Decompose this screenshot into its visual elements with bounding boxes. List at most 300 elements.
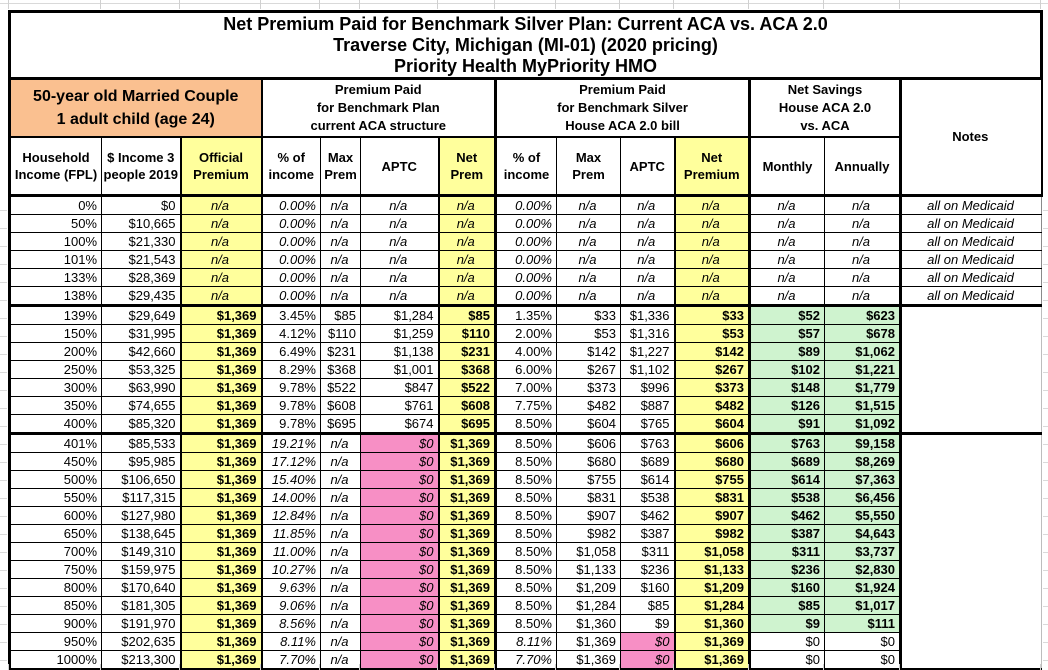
cell-income[interactable]: $53,325 bbox=[102, 361, 181, 379]
cell-aca2-pct-income[interactable]: 8.50% bbox=[496, 615, 557, 633]
cell-savings-annually[interactable]: $1,779 bbox=[825, 379, 901, 397]
cell-savings-annually[interactable]: $678 bbox=[825, 325, 901, 343]
cell-aca2-pct-income[interactable]: 8.50% bbox=[496, 561, 557, 579]
cell-savings-annually[interactable]: n/a bbox=[825, 196, 901, 215]
cell-income[interactable]: $29,649 bbox=[102, 306, 181, 325]
cell-savings-monthly[interactable]: $387 bbox=[750, 525, 825, 543]
cell-aca2-aptc[interactable]: $85 bbox=[621, 597, 675, 615]
col-header-aca2-net-premium[interactable]: Net Premium bbox=[675, 137, 750, 196]
cell-aca-aptc[interactable]: $0 bbox=[361, 434, 439, 453]
cell-official-premium[interactable]: $1,369 bbox=[181, 615, 262, 633]
cell-savings-annually[interactable]: $9,158 bbox=[825, 434, 901, 453]
cell-aca-max-prem[interactable]: $695 bbox=[321, 415, 361, 434]
cell-aca-net-prem[interactable]: $1,369 bbox=[439, 453, 496, 471]
cell-aca-aptc[interactable]: $674 bbox=[361, 415, 439, 434]
cell-aca2-pct-income[interactable]: 4.00% bbox=[496, 343, 557, 361]
cell-aca-pct-income[interactable]: 15.40% bbox=[262, 471, 321, 489]
cell-aca-pct-income[interactable]: 12.84% bbox=[262, 507, 321, 525]
cell-aca-pct-income[interactable]: 7.70% bbox=[262, 651, 321, 670]
cell-fpl[interactable]: 900% bbox=[10, 615, 102, 633]
cell-aca-pct-income[interactable]: 0.00% bbox=[262, 269, 321, 287]
cell-aca-aptc[interactable]: $0 bbox=[361, 579, 439, 597]
col-header-income[interactable]: $ Income 3 people 2019 bbox=[102, 137, 181, 196]
cell-notes[interactable]: all on Medicaid bbox=[901, 233, 1042, 251]
col-header-savings-annually[interactable]: Annually bbox=[825, 137, 901, 196]
cell-aca-aptc[interactable]: $0 bbox=[361, 615, 439, 633]
cell-aca2-max-prem[interactable]: $1,058 bbox=[557, 543, 621, 561]
cell-official-premium[interactable]: $1,369 bbox=[181, 579, 262, 597]
cell-savings-monthly[interactable]: $91 bbox=[750, 415, 825, 434]
group-header-net-savings[interactable]: Net Savings House ACA 2.0 vs. ACA bbox=[750, 79, 901, 138]
cell-fpl[interactable]: 600% bbox=[10, 507, 102, 525]
cell-aca-pct-income[interactable]: 9.78% bbox=[262, 397, 321, 415]
cell-aca2-pct-income[interactable]: 8.50% bbox=[496, 434, 557, 453]
table-title[interactable] bbox=[10, 12, 1042, 79]
cell-fpl[interactable]: 0% bbox=[10, 196, 102, 215]
cell-notes[interactable]: all on Medicaid bbox=[901, 251, 1042, 269]
col-header-aca-aptc[interactable]: APTC bbox=[361, 137, 439, 196]
cell-savings-monthly[interactable]: n/a bbox=[750, 196, 825, 215]
cell-aca-max-prem[interactable]: n/a bbox=[321, 233, 361, 251]
cell-savings-annually[interactable]: $8,269 bbox=[825, 453, 901, 471]
cell-aca2-max-prem[interactable]: $53 bbox=[557, 325, 621, 343]
cell-aca-max-prem[interactable]: n/a bbox=[321, 507, 361, 525]
cell-savings-annually[interactable]: $4,643 bbox=[825, 525, 901, 543]
cell-notes[interactable] bbox=[901, 651, 1042, 670]
cell-savings-annually[interactable]: $1,924 bbox=[825, 579, 901, 597]
cell-aca2-max-prem[interactable]: $267 bbox=[557, 361, 621, 379]
cell-aca-max-prem[interactable]: n/a bbox=[321, 651, 361, 670]
cell-fpl[interactable]: 1000% bbox=[10, 651, 102, 670]
cell-aca2-aptc[interactable]: $614 bbox=[621, 471, 675, 489]
cell-income[interactable]: $85,320 bbox=[102, 415, 181, 434]
cell-aca-max-prem[interactable]: n/a bbox=[321, 597, 361, 615]
cell-aca-pct-income[interactable]: 3.45% bbox=[262, 306, 321, 325]
cell-official-premium[interactable]: $1,369 bbox=[181, 507, 262, 525]
cell-income[interactable]: $74,655 bbox=[102, 397, 181, 415]
cell-savings-annually[interactable]: $0 bbox=[825, 633, 901, 651]
col-header-official-premium[interactable]: Official Premium bbox=[181, 137, 262, 196]
cell-aca-max-prem[interactable]: n/a bbox=[321, 471, 361, 489]
col-header-aca-pct-income[interactable]: % of income bbox=[262, 137, 321, 196]
cell-aca2-net-premium[interactable]: $1,209 bbox=[675, 579, 750, 597]
cell-aca2-pct-income[interactable]: 8.50% bbox=[496, 489, 557, 507]
cell-fpl[interactable]: 700% bbox=[10, 543, 102, 561]
cell-aca-net-prem[interactable]: $608 bbox=[439, 397, 496, 415]
cell-savings-annually[interactable]: $5,550 bbox=[825, 507, 901, 525]
cell-income[interactable]: $0 bbox=[102, 196, 181, 215]
cell-aca-net-prem[interactable]: $695 bbox=[439, 415, 496, 434]
household-header[interactable]: 50-year old Married Couple 1 adult child (age 24) bbox=[10, 79, 262, 138]
cell-official-premium[interactable]: $1,369 bbox=[181, 397, 262, 415]
cell-aca-aptc[interactable]: n/a bbox=[361, 251, 439, 269]
cell-notes[interactable] bbox=[901, 325, 1042, 343]
cell-aca2-net-premium[interactable]: $755 bbox=[675, 471, 750, 489]
cell-notes[interactable] bbox=[901, 489, 1042, 507]
cell-income[interactable]: $21,543 bbox=[102, 251, 181, 269]
cell-savings-monthly[interactable]: $89 bbox=[750, 343, 825, 361]
cell-savings-annually[interactable]: n/a bbox=[825, 215, 901, 233]
cell-aca-net-prem[interactable]: $1,369 bbox=[439, 579, 496, 597]
cell-aca2-pct-income[interactable]: 7.00% bbox=[496, 379, 557, 397]
col-header-aca-max-prem[interactable]: Max Prem bbox=[321, 137, 361, 196]
cell-fpl[interactable]: 400% bbox=[10, 415, 102, 434]
cell-aca2-max-prem[interactable]: $373 bbox=[557, 379, 621, 397]
cell-savings-monthly[interactable]: $311 bbox=[750, 543, 825, 561]
cell-aca2-max-prem[interactable]: $831 bbox=[557, 489, 621, 507]
cell-aca2-pct-income[interactable]: 8.50% bbox=[496, 543, 557, 561]
cell-savings-monthly[interactable]: $462 bbox=[750, 507, 825, 525]
cell-aca-max-prem[interactable]: n/a bbox=[321, 196, 361, 215]
cell-aca-max-prem[interactable]: n/a bbox=[321, 434, 361, 453]
cell-notes[interactable] bbox=[901, 615, 1042, 633]
cell-aca-aptc[interactable]: $0 bbox=[361, 471, 439, 489]
cell-savings-monthly[interactable]: $614 bbox=[750, 471, 825, 489]
cell-aca-max-prem[interactable]: n/a bbox=[321, 579, 361, 597]
cell-aca-max-prem[interactable]: n/a bbox=[321, 615, 361, 633]
cell-aca-net-prem[interactable]: $1,369 bbox=[439, 525, 496, 543]
cell-aca2-aptc[interactable]: $236 bbox=[621, 561, 675, 579]
cell-aca2-aptc[interactable]: $462 bbox=[621, 507, 675, 525]
cell-aca-pct-income[interactable]: 6.49% bbox=[262, 343, 321, 361]
cell-aca-pct-income[interactable]: 8.11% bbox=[262, 633, 321, 651]
col-header-notes[interactable]: Notes bbox=[901, 79, 1042, 196]
cell-aca2-net-premium[interactable]: $982 bbox=[675, 525, 750, 543]
cell-savings-monthly[interactable]: $57 bbox=[750, 325, 825, 343]
cell-income[interactable]: $63,990 bbox=[102, 379, 181, 397]
cell-fpl[interactable]: 100% bbox=[10, 233, 102, 251]
cell-aca-pct-income[interactable]: 0.00% bbox=[262, 233, 321, 251]
cell-aca-pct-income[interactable]: 10.27% bbox=[262, 561, 321, 579]
cell-aca-net-prem[interactable]: $1,369 bbox=[439, 651, 496, 670]
cell-aca2-aptc[interactable]: $689 bbox=[621, 453, 675, 471]
cell-income[interactable]: $117,315 bbox=[102, 489, 181, 507]
cell-aca-pct-income[interactable]: 8.29% bbox=[262, 361, 321, 379]
cell-savings-monthly[interactable]: $9 bbox=[750, 615, 825, 633]
col-header-aca2-max-prem[interactable]: Max Prem bbox=[557, 137, 621, 196]
cell-aca2-pct-income[interactable]: 0.00% bbox=[496, 251, 557, 269]
cell-fpl[interactable]: 350% bbox=[10, 397, 102, 415]
cell-aca-aptc[interactable]: $1,259 bbox=[361, 325, 439, 343]
cell-aca2-max-prem[interactable]: $680 bbox=[557, 453, 621, 471]
cell-official-premium[interactable]: $1,369 bbox=[181, 471, 262, 489]
cell-income[interactable]: $159,975 bbox=[102, 561, 181, 579]
cell-notes[interactable] bbox=[901, 397, 1042, 415]
cell-income[interactable]: $138,645 bbox=[102, 525, 181, 543]
col-header-aca2-aptc[interactable]: APTC bbox=[621, 137, 675, 196]
cell-savings-monthly[interactable]: $102 bbox=[750, 361, 825, 379]
cell-aca2-max-prem[interactable]: $755 bbox=[557, 471, 621, 489]
cell-aca-net-prem[interactable]: $1,369 bbox=[439, 507, 496, 525]
cell-aca-net-prem[interactable]: n/a bbox=[439, 233, 496, 251]
cell-aca2-max-prem[interactable]: n/a bbox=[557, 287, 621, 306]
cell-aca-aptc[interactable]: n/a bbox=[361, 269, 439, 287]
cell-official-premium[interactable]: $1,369 bbox=[181, 361, 262, 379]
cell-notes[interactable] bbox=[901, 343, 1042, 361]
cell-income[interactable]: $170,640 bbox=[102, 579, 181, 597]
cell-aca2-aptc[interactable]: n/a bbox=[621, 287, 675, 306]
cell-aca2-aptc[interactable]: n/a bbox=[621, 233, 675, 251]
cell-aca2-net-premium[interactable]: n/a bbox=[675, 269, 750, 287]
cell-aca2-aptc[interactable]: $387 bbox=[621, 525, 675, 543]
cell-aca-max-prem[interactable]: n/a bbox=[321, 561, 361, 579]
cell-aca-net-prem[interactable]: $1,369 bbox=[439, 471, 496, 489]
cell-fpl[interactable]: 401% bbox=[10, 434, 102, 453]
cell-aca-aptc[interactable]: $0 bbox=[361, 543, 439, 561]
cell-aca-aptc[interactable]: $0 bbox=[361, 525, 439, 543]
cell-aca-aptc[interactable]: $0 bbox=[361, 507, 439, 525]
cell-aca2-net-premium[interactable]: n/a bbox=[675, 196, 750, 215]
cell-fpl[interactable]: 50% bbox=[10, 215, 102, 233]
cell-income[interactable]: $127,980 bbox=[102, 507, 181, 525]
cell-aca-net-prem[interactable]: n/a bbox=[439, 287, 496, 306]
cell-aca2-pct-income[interactable]: 0.00% bbox=[496, 215, 557, 233]
cell-fpl[interactable]: 138% bbox=[10, 287, 102, 306]
cell-aca2-max-prem[interactable]: $606 bbox=[557, 434, 621, 453]
cell-aca2-aptc[interactable]: $311 bbox=[621, 543, 675, 561]
cell-aca2-net-premium[interactable]: $1,133 bbox=[675, 561, 750, 579]
cell-aca2-max-prem[interactable]: n/a bbox=[557, 269, 621, 287]
cell-aca2-pct-income[interactable]: 7.70% bbox=[496, 651, 557, 670]
cell-aca2-pct-income[interactable]: 0.00% bbox=[496, 287, 557, 306]
cell-aca-pct-income[interactable]: 4.12% bbox=[262, 325, 321, 343]
cell-fpl[interactable]: 500% bbox=[10, 471, 102, 489]
col-header-savings-monthly[interactable]: Monthly bbox=[750, 137, 825, 196]
cell-savings-monthly[interactable]: n/a bbox=[750, 287, 825, 306]
cell-notes[interactable] bbox=[901, 597, 1042, 615]
cell-aca-pct-income[interactable]: 11.85% bbox=[262, 525, 321, 543]
cell-aca-max-prem[interactable]: $110 bbox=[321, 325, 361, 343]
cell-aca2-aptc[interactable]: $887 bbox=[621, 397, 675, 415]
cell-aca-aptc[interactable]: $847 bbox=[361, 379, 439, 397]
cell-official-premium[interactable]: n/a bbox=[181, 215, 262, 233]
cell-aca2-pct-income[interactable]: 8.50% bbox=[496, 471, 557, 489]
cell-aca-aptc[interactable]: n/a bbox=[361, 215, 439, 233]
cell-aca-net-prem[interactable]: $1,369 bbox=[439, 597, 496, 615]
cell-official-premium[interactable]: n/a bbox=[181, 269, 262, 287]
cell-official-premium[interactable]: $1,369 bbox=[181, 525, 262, 543]
cell-fpl[interactable]: 150% bbox=[10, 325, 102, 343]
cell-aca-net-prem[interactable]: $110 bbox=[439, 325, 496, 343]
cell-savings-annually[interactable]: $1,062 bbox=[825, 343, 901, 361]
cell-aca2-max-prem[interactable]: $33 bbox=[557, 306, 621, 325]
cell-notes[interactable]: all on Medicaid bbox=[901, 287, 1042, 306]
cell-aca2-aptc[interactable]: n/a bbox=[621, 269, 675, 287]
col-header-aca2-pct-income[interactable]: % of income bbox=[496, 137, 557, 196]
cell-savings-monthly[interactable]: $236 bbox=[750, 561, 825, 579]
cell-fpl[interactable]: 800% bbox=[10, 579, 102, 597]
cell-aca2-max-prem[interactable]: n/a bbox=[557, 215, 621, 233]
cell-notes[interactable] bbox=[901, 306, 1042, 325]
cell-aca2-aptc[interactable]: $765 bbox=[621, 415, 675, 434]
cell-aca2-pct-income[interactable]: 6.00% bbox=[496, 361, 557, 379]
cell-savings-annually[interactable]: n/a bbox=[825, 251, 901, 269]
cell-notes[interactable] bbox=[901, 507, 1042, 525]
cell-notes[interactable] bbox=[901, 453, 1042, 471]
cell-aca-max-prem[interactable]: n/a bbox=[321, 269, 361, 287]
cell-aca-pct-income[interactable]: 9.78% bbox=[262, 415, 321, 434]
cell-fpl[interactable]: 300% bbox=[10, 379, 102, 397]
cell-aca2-net-premium[interactable]: $1,369 bbox=[675, 651, 750, 670]
cell-savings-monthly[interactable]: $148 bbox=[750, 379, 825, 397]
cell-aca2-max-prem[interactable]: $1,369 bbox=[557, 651, 621, 670]
cell-official-premium[interactable]: $1,369 bbox=[181, 489, 262, 507]
cell-aca2-pct-income[interactable]: 2.00% bbox=[496, 325, 557, 343]
cell-official-premium[interactable]: $1,369 bbox=[181, 379, 262, 397]
cell-official-premium[interactable]: $1,369 bbox=[181, 561, 262, 579]
cell-official-premium[interactable]: $1,369 bbox=[181, 343, 262, 361]
cell-notes[interactable]: all on Medicaid bbox=[901, 215, 1042, 233]
cell-aca-aptc[interactable]: n/a bbox=[361, 196, 439, 215]
cell-notes[interactable] bbox=[901, 415, 1042, 434]
cell-aca2-net-premium[interactable]: $604 bbox=[675, 415, 750, 434]
cell-notes[interactable] bbox=[901, 543, 1042, 561]
cell-official-premium[interactable]: n/a bbox=[181, 287, 262, 306]
cell-aca-net-prem[interactable]: $1,369 bbox=[439, 434, 496, 453]
cell-fpl[interactable]: 139% bbox=[10, 306, 102, 325]
cell-aca2-max-prem[interactable]: $1,360 bbox=[557, 615, 621, 633]
cell-income[interactable]: $10,665 bbox=[102, 215, 181, 233]
cell-aca2-net-premium[interactable]: n/a bbox=[675, 251, 750, 269]
cell-aca-pct-income[interactable]: 0.00% bbox=[262, 196, 321, 215]
cell-aca2-net-premium[interactable]: $373 bbox=[675, 379, 750, 397]
cell-aca-max-prem[interactable]: n/a bbox=[321, 489, 361, 507]
cell-aca2-pct-income[interactable]: 8.50% bbox=[496, 525, 557, 543]
cell-notes[interactable] bbox=[901, 633, 1042, 651]
cell-aca-pct-income[interactable]: 9.78% bbox=[262, 379, 321, 397]
cell-aca-aptc[interactable]: $0 bbox=[361, 561, 439, 579]
cell-savings-monthly[interactable]: $763 bbox=[750, 434, 825, 453]
cell-aca2-aptc[interactable]: $763 bbox=[621, 434, 675, 453]
cell-aca2-pct-income[interactable]: 8.11% bbox=[496, 633, 557, 651]
cell-aca2-net-premium[interactable]: $1,369 bbox=[675, 633, 750, 651]
cell-aca2-max-prem[interactable]: $482 bbox=[557, 397, 621, 415]
cell-aca2-net-premium[interactable]: $482 bbox=[675, 397, 750, 415]
cell-aca-aptc[interactable]: $0 bbox=[361, 633, 439, 651]
cell-aca2-aptc[interactable]: $0 bbox=[621, 633, 675, 651]
cell-fpl[interactable]: 450% bbox=[10, 453, 102, 471]
cell-aca-max-prem[interactable]: $231 bbox=[321, 343, 361, 361]
col-header-aca-net-prem[interactable]: Net Prem bbox=[439, 137, 496, 196]
cell-savings-annually[interactable]: $111 bbox=[825, 615, 901, 633]
cell-fpl[interactable]: 200% bbox=[10, 343, 102, 361]
cell-aca2-net-premium[interactable]: $680 bbox=[675, 453, 750, 471]
cell-aca-net-prem[interactable]: n/a bbox=[439, 251, 496, 269]
cell-income[interactable]: $21,330 bbox=[102, 233, 181, 251]
cell-savings-monthly[interactable]: $52 bbox=[750, 306, 825, 325]
cell-aca-pct-income[interactable]: 0.00% bbox=[262, 251, 321, 269]
cell-aca-pct-income[interactable]: 14.00% bbox=[262, 489, 321, 507]
cell-aca-pct-income[interactable]: 0.00% bbox=[262, 215, 321, 233]
cell-aca2-net-premium[interactable]: $606 bbox=[675, 434, 750, 453]
cell-income[interactable]: $95,985 bbox=[102, 453, 181, 471]
cell-aca2-max-prem[interactable]: $907 bbox=[557, 507, 621, 525]
cell-official-premium[interactable]: $1,369 bbox=[181, 543, 262, 561]
cell-aca2-net-premium[interactable]: n/a bbox=[675, 233, 750, 251]
cell-savings-annually[interactable]: $1,017 bbox=[825, 597, 901, 615]
cell-official-premium[interactable]: $1,369 bbox=[181, 633, 262, 651]
cell-fpl[interactable]: 650% bbox=[10, 525, 102, 543]
cell-aca-net-prem[interactable]: $85 bbox=[439, 306, 496, 325]
cell-aca2-aptc[interactable]: $160 bbox=[621, 579, 675, 597]
cell-official-premium[interactable]: $1,369 bbox=[181, 306, 262, 325]
cell-official-premium[interactable]: $1,369 bbox=[181, 415, 262, 434]
cell-aca-max-prem[interactable]: $85 bbox=[321, 306, 361, 325]
cell-aca2-max-prem[interactable]: $982 bbox=[557, 525, 621, 543]
cell-aca2-pct-income[interactable]: 0.00% bbox=[496, 233, 557, 251]
cell-aca2-pct-income[interactable]: 7.75% bbox=[496, 397, 557, 415]
cell-savings-monthly[interactable]: $689 bbox=[750, 453, 825, 471]
cell-savings-monthly[interactable]: $85 bbox=[750, 597, 825, 615]
cell-aca2-aptc[interactable]: $538 bbox=[621, 489, 675, 507]
cell-savings-annually[interactable]: $7,363 bbox=[825, 471, 901, 489]
cell-aca-max-prem[interactable]: $522 bbox=[321, 379, 361, 397]
cell-aca2-net-premium[interactable]: n/a bbox=[675, 215, 750, 233]
cell-aca2-net-premium[interactable]: $53 bbox=[675, 325, 750, 343]
cell-aca-net-prem[interactable]: n/a bbox=[439, 215, 496, 233]
cell-savings-annually[interactable]: $0 bbox=[825, 651, 901, 670]
cell-savings-annually[interactable]: $2,830 bbox=[825, 561, 901, 579]
cell-income[interactable]: $42,660 bbox=[102, 343, 181, 361]
cell-aca-pct-income[interactable]: 19.21% bbox=[262, 434, 321, 453]
cell-notes[interactable]: all on Medicaid bbox=[901, 269, 1042, 287]
cell-notes[interactable] bbox=[901, 361, 1042, 379]
cell-official-premium[interactable]: $1,369 bbox=[181, 434, 262, 453]
cell-savings-annually[interactable]: $1,221 bbox=[825, 361, 901, 379]
cell-aca2-aptc[interactable]: $9 bbox=[621, 615, 675, 633]
cell-aca-net-prem[interactable]: $368 bbox=[439, 361, 496, 379]
cell-aca2-max-prem[interactable]: n/a bbox=[557, 196, 621, 215]
cell-aca2-pct-income[interactable]: 8.50% bbox=[496, 579, 557, 597]
cell-aca2-aptc[interactable]: $0 bbox=[621, 651, 675, 670]
cell-aca2-pct-income[interactable]: 8.50% bbox=[496, 597, 557, 615]
cell-notes[interactable]: all on Medicaid bbox=[901, 196, 1042, 215]
cell-savings-annually[interactable]: n/a bbox=[825, 287, 901, 306]
cell-aca-aptc[interactable]: $0 bbox=[361, 453, 439, 471]
cell-savings-monthly[interactable]: $126 bbox=[750, 397, 825, 415]
cell-aca2-max-prem[interactable]: $1,133 bbox=[557, 561, 621, 579]
cell-income[interactable]: $191,970 bbox=[102, 615, 181, 633]
cell-income[interactable]: $181,305 bbox=[102, 597, 181, 615]
cell-official-premium[interactable]: $1,369 bbox=[181, 325, 262, 343]
cell-aca2-max-prem[interactable]: $142 bbox=[557, 343, 621, 361]
cell-aca-pct-income[interactable]: 11.00% bbox=[262, 543, 321, 561]
cell-aca2-pct-income[interactable]: 8.50% bbox=[496, 507, 557, 525]
cell-aca-aptc[interactable]: $1,138 bbox=[361, 343, 439, 361]
cell-aca2-max-prem[interactable]: n/a bbox=[557, 251, 621, 269]
cell-aca-pct-income[interactable]: 17.12% bbox=[262, 453, 321, 471]
cell-fpl[interactable]: 101% bbox=[10, 251, 102, 269]
cell-official-premium[interactable]: $1,369 bbox=[181, 597, 262, 615]
cell-notes[interactable] bbox=[901, 471, 1042, 489]
cell-savings-annually[interactable]: n/a bbox=[825, 269, 901, 287]
cell-aca-net-prem[interactable]: $231 bbox=[439, 343, 496, 361]
cell-income[interactable]: $202,635 bbox=[102, 633, 181, 651]
cell-income[interactable]: $31,995 bbox=[102, 325, 181, 343]
cell-aca2-pct-income[interactable]: 0.00% bbox=[496, 269, 557, 287]
cell-aca-net-prem[interactable]: $1,369 bbox=[439, 543, 496, 561]
cell-aca2-aptc[interactable]: n/a bbox=[621, 215, 675, 233]
cell-notes[interactable] bbox=[901, 434, 1042, 453]
cell-aca2-net-premium[interactable]: $267 bbox=[675, 361, 750, 379]
cell-aca-net-prem[interactable]: $1,369 bbox=[439, 633, 496, 651]
cell-aca2-pct-income[interactable]: 8.50% bbox=[496, 415, 557, 434]
cell-fpl[interactable]: 550% bbox=[10, 489, 102, 507]
cell-official-premium[interactable]: $1,369 bbox=[181, 651, 262, 670]
cell-aca2-aptc[interactable]: $996 bbox=[621, 379, 675, 397]
cell-aca2-max-prem[interactable]: $1,369 bbox=[557, 633, 621, 651]
cell-notes[interactable] bbox=[901, 379, 1042, 397]
